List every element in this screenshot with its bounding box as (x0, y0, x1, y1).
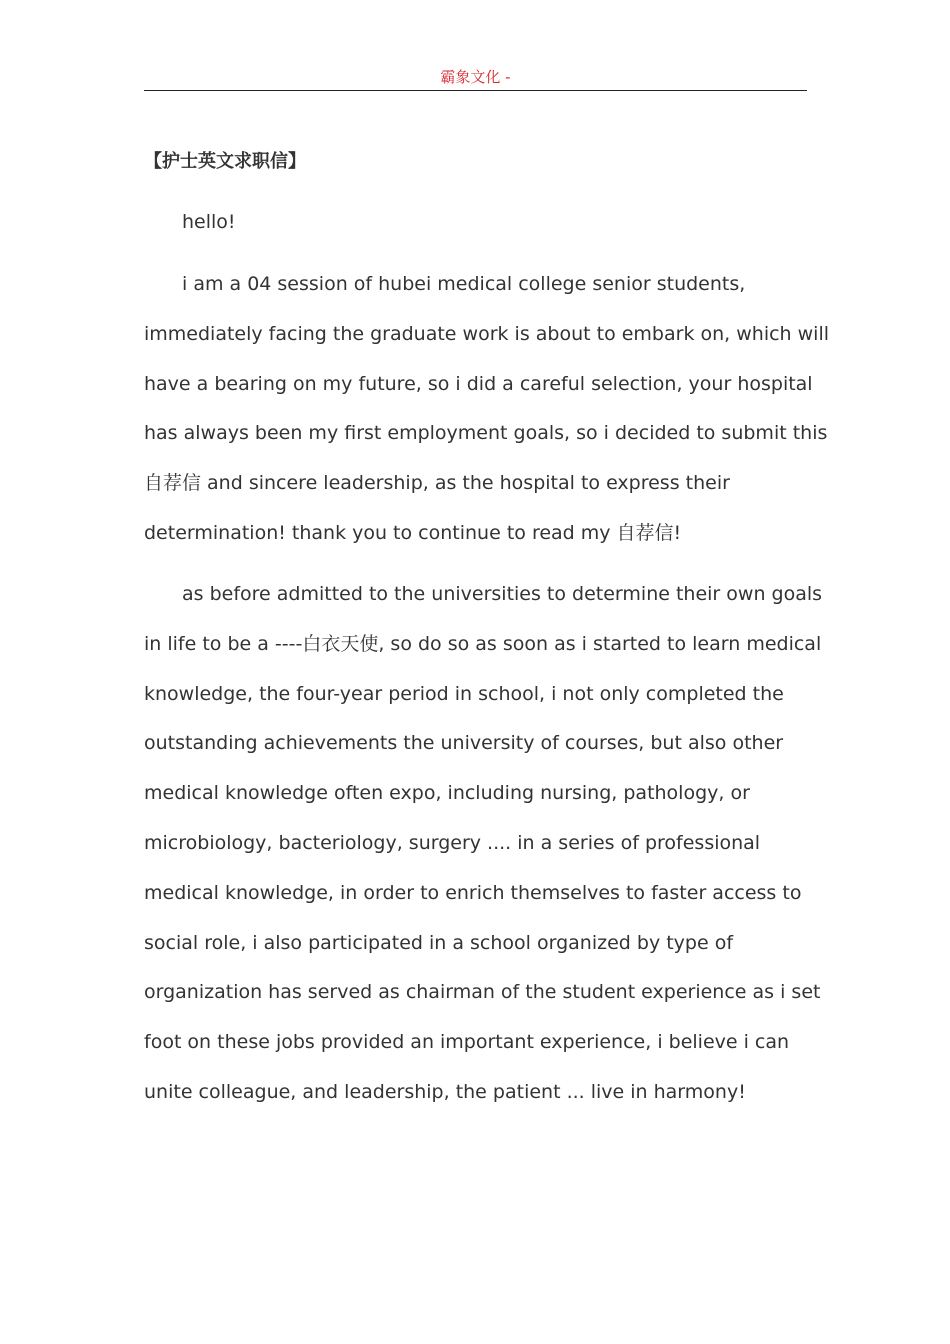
paragraph-1-line: have a bearing on my future, so i did a careful selection, your hospital (144, 372, 813, 395)
paragraph-2-line: medical knowledge often expo, including nursing, pathology, or (144, 782, 750, 805)
paragraph-1-line: 自荐信 and sincere leadership, as the hospital to express their (144, 472, 730, 495)
paragraph-2-line: in life to be a ----白衣天使, so do so as soon as i started to learn medical (144, 632, 822, 655)
paragraph-2-line: unite colleague, and leadership, the patient ... live in harmony! (144, 1080, 746, 1103)
paragraph-1-line: immediately facing the graduate work is about to embark on, which will (144, 322, 830, 345)
paragraph-2 (144, 570, 823, 1118)
paragraph-2-line: foot on these jobs provided an important experience, i believe i can (144, 1031, 790, 1054)
paragraph-2-line: organization has served as chairman of the student experience as i set (144, 981, 821, 1004)
paragraph-1-line: i am a 04 session of hubei medical college senior students, (182, 273, 746, 295)
document-title: 【护士英文求职信】 (144, 151, 306, 172)
paragraph-2-line: outstanding achievements the university of courses, but also other (144, 732, 784, 755)
paragraph-2-line: microbiology, bacteriology, surgery .... in a series of professional (144, 831, 761, 854)
paragraph-1 (144, 260, 830, 559)
paragraph-2-line: as before admitted to the universities to determine their own goals (182, 583, 823, 605)
paragraph-2-line: social role, i also participated in a school organized by type of (144, 931, 734, 954)
greeting: hello! (182, 211, 236, 233)
paragraph-2-line: knowledge, the four-year period in school, i not only completed the (144, 682, 784, 705)
page-header (144, 66, 807, 91)
paragraph-1-line: determination! thank you to continue to read my 自荐信! (144, 521, 682, 544)
paragraph-2-line: medical knowledge, in order to enrich themselves to faster access to (144, 881, 802, 904)
paragraph-1-line: has always been my first employment goals, so i decided to submit this (144, 422, 828, 445)
title-block (144, 144, 306, 180)
header-text: 霸象文化 - (440, 68, 511, 86)
